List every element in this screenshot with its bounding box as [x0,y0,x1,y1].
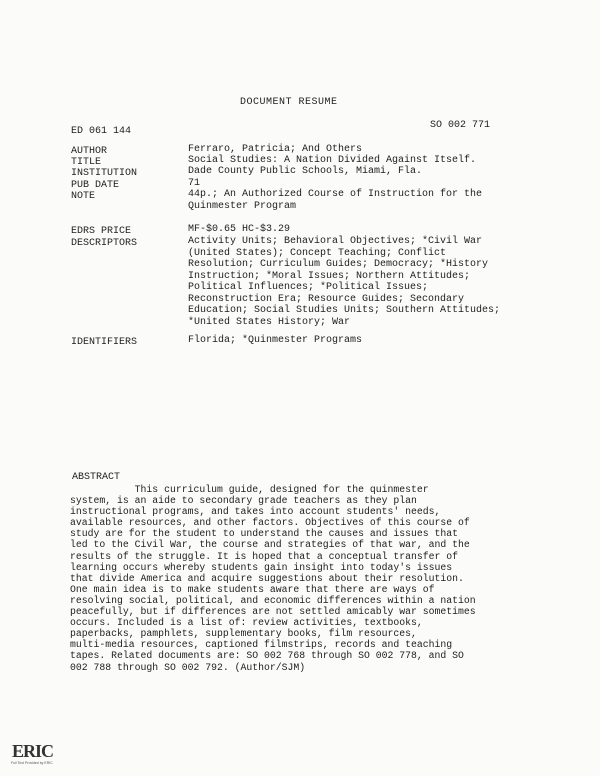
edrs-price-label: EDRS PRICE [71,226,132,237]
pub-date-label: PUB DATE [71,180,120,191]
identifiers-label: IDENTIFIERS [71,337,138,348]
eric-logo [10,741,54,767]
descriptors-value: Activity Units; Behavioral Objectives; *Civil War (United States); Concept Teaching; Conflict Resolution; Curriculum Guides; Democracy; *History Instruction; *Moral Issues; Northern Attitudes; Political Influences; *Political Issues; Reconstruction Era; Resource Guides; Secondary Education; Social Studies Units; Southern Attitudes; *United States History; War [188,236,501,328]
descriptors-label: DESCRIPTORS [71,238,138,249]
document-title: DOCUMENT RESUME [240,97,338,108]
identifiers-value: Florida; *Quinmester Programs [188,335,363,346]
pub-date-value: 71 [188,178,201,189]
abstract-text: This curriculum guide, designed for the quinmester system, is an aide to secondary grade teachers as they plan instructional programs, and takes into account students' needs, available resources, and other factors. Objectives of this course of study are for the student to understand the causes and issues that led to the Civil War, the course and strategies of that war, and the results of the struggle. It is hoped that a conceptual transfer of learning occurs whereby students gain insight into today's issues that divide America and acquire suggestions about their resolution. One main idea is to make students aware that there are ways of resolving social, political, and economic differences within a nation peacefully, but if differences are not settled amicably war sometimes occurs. Included is a list of: review activities, textbooks, paperbacks, pamphlets, supplementary books, film resources, multi-media resources, captioned filmstrips, records and teaching tapes. Related documents are: SO 002 768 through SO 002 778, and SO 002 788 through SO 002 792. (Author/SJM) [70,484,476,673]
title-label: TITLE [71,157,102,168]
eric-logo-tagline: Full Text Provided by ERIC [11,761,53,765]
abstract-label: ABSTRACT [72,472,121,483]
note-label: NOTE [71,191,96,202]
eric-logo-name: ERIC [12,741,54,761]
institution-label: INSTITUTION [71,168,138,179]
institution-value: Dade County Public Schools, Miami, Fla. [188,166,423,177]
edrs-price-value: MF-$0.65 HC-$3.29 [188,224,291,235]
title-value: Social Studies: A Nation Divided Against Itself. [188,155,477,166]
author-label: AUTHOR [71,146,108,157]
note-value: 44p.; An Authorized Course of Instruction for the Quinmester Program [188,189,483,212]
author-value: Ferraro, Patricia; And Others [188,144,363,155]
ed-number: ED 061 144 [71,126,132,137]
so-number: SO 002 771 [430,120,491,131]
